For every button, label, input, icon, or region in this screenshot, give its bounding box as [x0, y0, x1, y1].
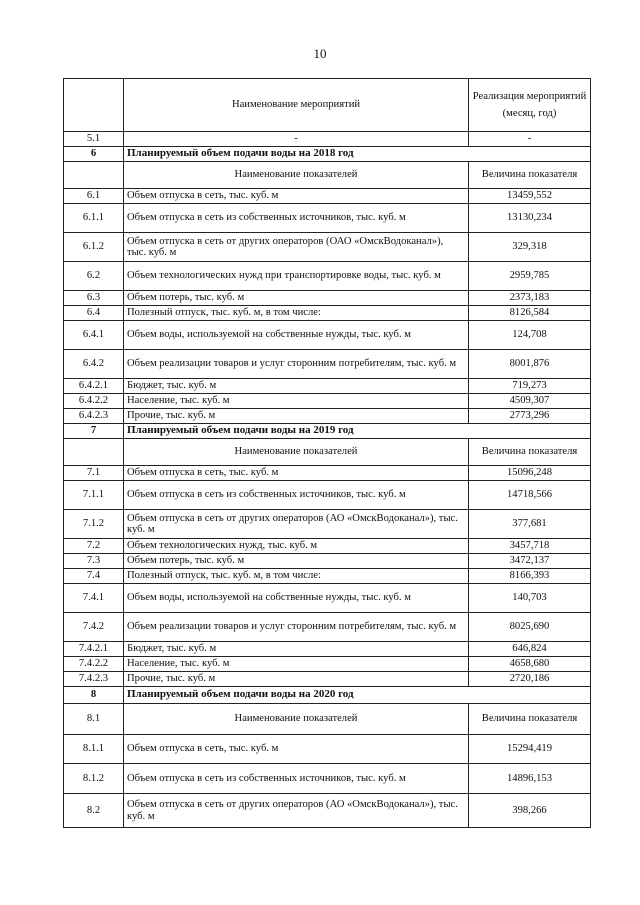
table-row — [64, 466, 591, 481]
table-row — [64, 204, 591, 233]
table-row — [64, 672, 591, 687]
table-row — [64, 584, 591, 613]
section-title: Планируемый объем подачи воды на 2019 год — [124, 424, 591, 439]
subheader-name: Наименование показателей — [124, 162, 469, 189]
row-number: 6.1.2 — [64, 233, 124, 262]
table-row — [64, 321, 591, 350]
row-value: 124,708 — [469, 321, 591, 350]
section-2020-rows — [64, 735, 591, 828]
row-name: Объем воды, используемой на собственные нужды, тыс. куб. м — [124, 321, 469, 350]
row-number: 7.4.2 — [64, 613, 124, 642]
table-row — [64, 569, 591, 584]
row-value: 140,703 — [469, 584, 591, 613]
row-name: Объем отпуска в сеть из собственных источников, тыс. куб. м — [124, 481, 469, 510]
row-name: Объем отпуска в сеть из собственных источников, тыс. куб. м — [124, 204, 469, 233]
subheader-value: Величина показателя — [469, 162, 591, 189]
row-number: 6.4 — [64, 306, 124, 321]
header-activities-cell: Наименование мероприятий — [124, 79, 469, 132]
table-row — [64, 642, 591, 657]
row-number: 7.2 — [64, 539, 124, 554]
row-name: Объем потерь, тыс. куб. м — [124, 291, 469, 306]
row-name: Объем отпуска в сеть, тыс. куб. м — [124, 466, 469, 481]
row-name: Бюджет, тыс. куб. м — [124, 379, 469, 394]
section-2020-subheader — [64, 704, 591, 735]
row-value: 2720,186 — [469, 672, 591, 687]
row-name: Прочие, тыс. куб. м — [124, 409, 469, 424]
row-number: 6.4.1 — [64, 321, 124, 350]
row-value: - — [469, 132, 591, 147]
row-name: Объем отпуска в сеть из собственных источников, тыс. куб. м — [124, 764, 469, 794]
section-2019-rows — [64, 466, 591, 687]
table-row — [64, 481, 591, 510]
section-2018-heading — [64, 147, 591, 162]
water-supply-table — [63, 78, 591, 828]
table-row — [64, 735, 591, 764]
table-row — [64, 764, 591, 794]
row-value: 8126,584 — [469, 306, 591, 321]
row-value: 2773,296 — [469, 409, 591, 424]
row-value: 13459,552 — [469, 189, 591, 204]
row-name: Полезный отпуск, тыс. куб. м, в том числе: — [124, 569, 469, 584]
row-number: 6.4.2.1 — [64, 379, 124, 394]
table-row — [64, 306, 591, 321]
section-number: 7 — [64, 424, 124, 439]
table-row — [64, 189, 591, 204]
subheader-value: Величина показателя — [469, 439, 591, 466]
row-name: Объем отпуска в сеть от других операторов (АО «ОмскВодоканал»), тыс. куб. м — [124, 794, 469, 828]
row-name: Объем отпуска в сеть, тыс. куб. м — [124, 735, 469, 764]
subheader-name: Наименование показателей — [124, 439, 469, 466]
row-name: Объем отпуска в сеть от других операторов (ОАО «ОмскВодоканал»), тыс. куб. м — [124, 233, 469, 262]
row-name: Полезный отпуск, тыс. куб. м, в том числе: — [124, 306, 469, 321]
section-number: 8 — [64, 687, 124, 704]
row-name: Объем отпуска в сеть, тыс. куб. м — [124, 189, 469, 204]
subheader-num-cell — [64, 162, 124, 189]
table-row — [64, 262, 591, 291]
table-row — [64, 794, 591, 828]
table-row — [64, 554, 591, 569]
section-title: Планируемый объем подачи воды на 2018 год — [124, 147, 591, 162]
table-row — [64, 409, 591, 424]
row-number: 6.4.2.2 — [64, 394, 124, 409]
row-number: 6.3 — [64, 291, 124, 306]
table-row — [64, 539, 591, 554]
table-row — [64, 132, 591, 147]
row-name: - — [124, 132, 469, 147]
row-number: 8.2 — [64, 794, 124, 828]
row-value: 15096,248 — [469, 466, 591, 481]
row-number: 7.4.1 — [64, 584, 124, 613]
subheader-name: Наименование показателей — [124, 704, 469, 735]
row-value: 398,266 — [469, 794, 591, 828]
section-2019-subheader — [64, 439, 591, 466]
row-name: Население, тыс. куб. м — [124, 394, 469, 409]
row-value: 8025,690 — [469, 613, 591, 642]
row-value: 15294,419 — [469, 735, 591, 764]
row-name: Объем реализации товаров и услуг сторонним потребителям, тыс. куб. м — [124, 350, 469, 379]
subheader-num-cell: 8.1 — [64, 704, 124, 735]
table-row — [64, 394, 591, 409]
row-value: 4509,307 — [469, 394, 591, 409]
row-name: Объем воды, используемой на собственные нужды, тыс. куб. м — [124, 584, 469, 613]
header-num-cell — [64, 79, 124, 132]
table-row — [64, 291, 591, 306]
row-number: 8.1.2 — [64, 764, 124, 794]
row-value: 377,681 — [469, 510, 591, 539]
row-name: Объем потерь, тыс. куб. м — [124, 554, 469, 569]
table-row — [64, 379, 591, 394]
row-number: 6.4.2.3 — [64, 409, 124, 424]
row-number: 8.1.1 — [64, 735, 124, 764]
row-name: Объем технологических нужд при транспортировке воды, тыс. куб. м — [124, 262, 469, 291]
row-number: 7.4 — [64, 569, 124, 584]
header-implementation-cell: Реализация мероприятий (месяц, год) — [469, 79, 591, 132]
row-value: 2959,785 — [469, 262, 591, 291]
subheader-num-cell — [64, 439, 124, 466]
page-number: 10 — [313, 46, 327, 61]
row-number: 6.1 — [64, 189, 124, 204]
table-row — [64, 510, 591, 539]
section-2020-heading — [64, 687, 591, 704]
row-name: Объем отпуска в сеть от других операторов (АО «ОмскВодоканал»), тыс. куб. м — [124, 510, 469, 539]
row-number: 6.1.1 — [64, 204, 124, 233]
subheader-value: Величина показателя — [469, 704, 591, 735]
row-number: 7.4.2.2 — [64, 657, 124, 672]
section-title: Планируемый объем подачи воды на 2020 год — [124, 687, 591, 704]
row-value: 13130,234 — [469, 204, 591, 233]
row-value: 14718,566 — [469, 481, 591, 510]
table-row — [64, 350, 591, 379]
row-number: 7.4.2.1 — [64, 642, 124, 657]
row-value: 8001,876 — [469, 350, 591, 379]
row-value: 3472,137 — [469, 554, 591, 569]
row-value: 14896,153 — [469, 764, 591, 794]
row-name: Объем реализации товаров и услуг сторонним потребителям, тыс. куб. м — [124, 613, 469, 642]
section-number: 6 — [64, 147, 124, 162]
row-number: 7.3 — [64, 554, 124, 569]
row-value: 2373,183 — [469, 291, 591, 306]
row-value: 329,318 — [469, 233, 591, 262]
row-name: Объем технологических нужд, тыс. куб. м — [124, 539, 469, 554]
row-value: 719,273 — [469, 379, 591, 394]
row-number: 5.1 — [64, 132, 124, 147]
row-name: Прочие, тыс. куб. м — [124, 672, 469, 687]
row-value: 646,824 — [469, 642, 591, 657]
row-number: 7.1.2 — [64, 510, 124, 539]
table-row — [64, 657, 591, 672]
section-2019-heading — [64, 424, 591, 439]
row-number: 7.1 — [64, 466, 124, 481]
table-row — [64, 233, 591, 262]
row-name: Бюджет, тыс. куб. м — [124, 642, 469, 657]
row-number: 7.4.2.3 — [64, 672, 124, 687]
table-row — [64, 613, 591, 642]
row-number: 7.1.1 — [64, 481, 124, 510]
row-name: Население, тыс. куб. м — [124, 657, 469, 672]
row-value: 8166,393 — [469, 569, 591, 584]
section-2018-subheader — [64, 162, 591, 189]
row-value: 4658,680 — [469, 657, 591, 672]
row-number: 6.2 — [64, 262, 124, 291]
table-header-row — [64, 79, 591, 132]
section-2018-rows — [64, 189, 591, 424]
row-number: 6.4.2 — [64, 350, 124, 379]
row-value: 3457,718 — [469, 539, 591, 554]
